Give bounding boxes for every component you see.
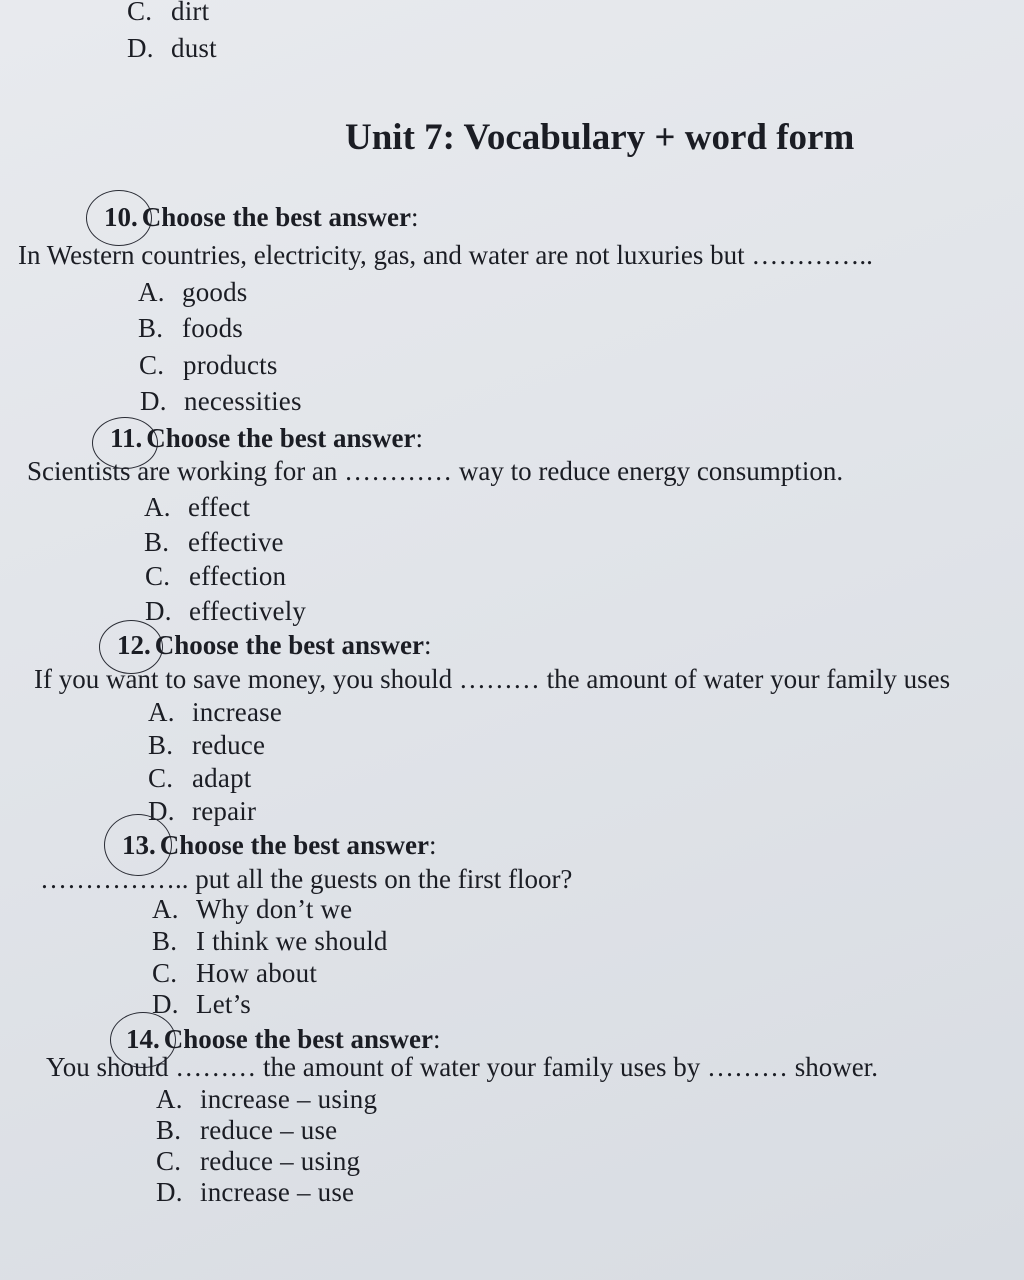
option-letter: A.: [148, 697, 175, 727]
option-letter: C.: [152, 958, 178, 988]
heading-colon: :: [415, 423, 424, 453]
option-text: products: [183, 350, 278, 380]
option-letter: C.: [148, 763, 174, 793]
option-letter: C.: [145, 561, 171, 591]
option-letter: A.: [144, 492, 171, 522]
heading-colon: :: [429, 830, 437, 860]
option-letter: C.: [156, 1146, 182, 1176]
option-text: dust: [171, 33, 217, 63]
question-10-heading: [104, 202, 419, 233]
option-letter: A.: [152, 894, 179, 924]
option-letter: D.: [140, 386, 167, 416]
question-11-option-d[interactable]: [145, 596, 306, 627]
option-letter: D.: [145, 596, 172, 626]
option-text: necessities: [184, 386, 302, 416]
option-letter: D.: [127, 33, 154, 63]
question-13-stem: …………….. put all the guests on the first floor?: [40, 864, 573, 894]
option-text: effective: [188, 527, 284, 557]
option-letter: D.: [156, 1177, 183, 1207]
heading-colon: :: [433, 1024, 441, 1054]
option-text: foods: [182, 313, 243, 343]
question-14-heading: [126, 1024, 441, 1055]
question-number: 11.: [110, 423, 143, 453]
option-text: effect: [188, 492, 251, 522]
question-10-option-d[interactable]: [140, 386, 302, 417]
question-heading-text: Choose the best answer: [159, 830, 429, 860]
option-text: dirt: [171, 0, 210, 26]
question-12-stem: If you want to save money, you should ……… the amount of water your family uses: [34, 664, 951, 694]
option-text: reduce – use: [200, 1115, 338, 1145]
question-12-option-a[interactable]: [148, 697, 282, 728]
option-letter: A.: [138, 277, 165, 307]
question-13-option-d[interactable]: [152, 989, 251, 1020]
question-12-option-d[interactable]: [148, 796, 256, 827]
prev-option-c: [127, 0, 209, 27]
question-heading-text: Choose the best answer: [163, 1024, 433, 1054]
question-14-option-c[interactable]: [156, 1146, 360, 1177]
option-text: increase – using: [200, 1084, 378, 1114]
question-11-option-b[interactable]: [144, 527, 284, 558]
option-text: effection: [189, 561, 287, 591]
question-12-option-b[interactable]: [148, 730, 265, 761]
option-letter: D.: [152, 989, 179, 1019]
option-letter: D.: [148, 796, 175, 826]
question-14-option-a[interactable]: [156, 1084, 377, 1115]
option-letter: B.: [144, 527, 170, 557]
question-13-heading: [122, 830, 437, 861]
question-13-option-a[interactable]: [152, 894, 352, 925]
question-number: 10.: [104, 202, 138, 232]
question-14-option-b[interactable]: [156, 1115, 337, 1146]
unit-title: Unit 7: Vocabulary + word form: [345, 117, 855, 158]
question-number: 12.: [117, 630, 151, 660]
question-13-option-b[interactable]: [152, 926, 388, 957]
question-heading-text: Choose the best answer: [146, 423, 416, 453]
option-text: increase – use: [200, 1177, 355, 1207]
question-10-option-b[interactable]: [138, 313, 243, 344]
question-11-heading: [110, 423, 423, 454]
question-10-stem: In Western countries, electricity, gas, and water are not luxuries but …………..: [18, 240, 873, 270]
question-number: 14.: [126, 1024, 160, 1054]
option-text: effectively: [189, 596, 307, 626]
option-text: How about: [196, 958, 318, 988]
option-letter: B.: [156, 1115, 182, 1145]
option-text: goods: [182, 277, 248, 307]
question-12-option-c[interactable]: [148, 763, 251, 794]
question-heading-text: Choose the best answer: [141, 202, 411, 232]
option-text: reduce: [192, 730, 266, 760]
question-11-option-c[interactable]: [145, 561, 286, 592]
question-10-option-a[interactable]: [138, 277, 248, 308]
option-letter: C.: [139, 350, 165, 380]
heading-colon: :: [411, 202, 419, 232]
option-text: Why don’t we: [196, 894, 353, 924]
option-letter: B.: [148, 730, 174, 760]
prev-option-d: [127, 33, 217, 64]
question-heading-text: Choose the best answer: [154, 630, 424, 660]
option-letter: A.: [156, 1084, 183, 1114]
option-letter: C.: [127, 0, 153, 26]
heading-colon: :: [424, 630, 432, 660]
option-text: I think we should: [196, 926, 388, 956]
question-14-option-d[interactable]: [156, 1177, 354, 1208]
option-text: repair: [192, 796, 257, 826]
option-text: adapt: [192, 763, 252, 793]
question-number: 13.: [122, 830, 156, 860]
question-11-stem: Scientists are working for an ………… way to reduce energy consumption.: [27, 456, 844, 486]
option-text: Let’s: [196, 989, 251, 1019]
option-letter: B.: [138, 313, 164, 343]
question-14-stem: You should ……… the amount of water your family uses by ……… shower.: [46, 1052, 878, 1082]
option-letter: B.: [152, 926, 178, 956]
question-12-heading: [117, 630, 432, 661]
option-text: reduce – using: [200, 1146, 361, 1176]
option-text: increase: [192, 697, 283, 727]
question-13-option-c[interactable]: [152, 958, 317, 989]
question-11-option-a[interactable]: [144, 492, 250, 523]
question-10-option-c[interactable]: [139, 350, 278, 381]
